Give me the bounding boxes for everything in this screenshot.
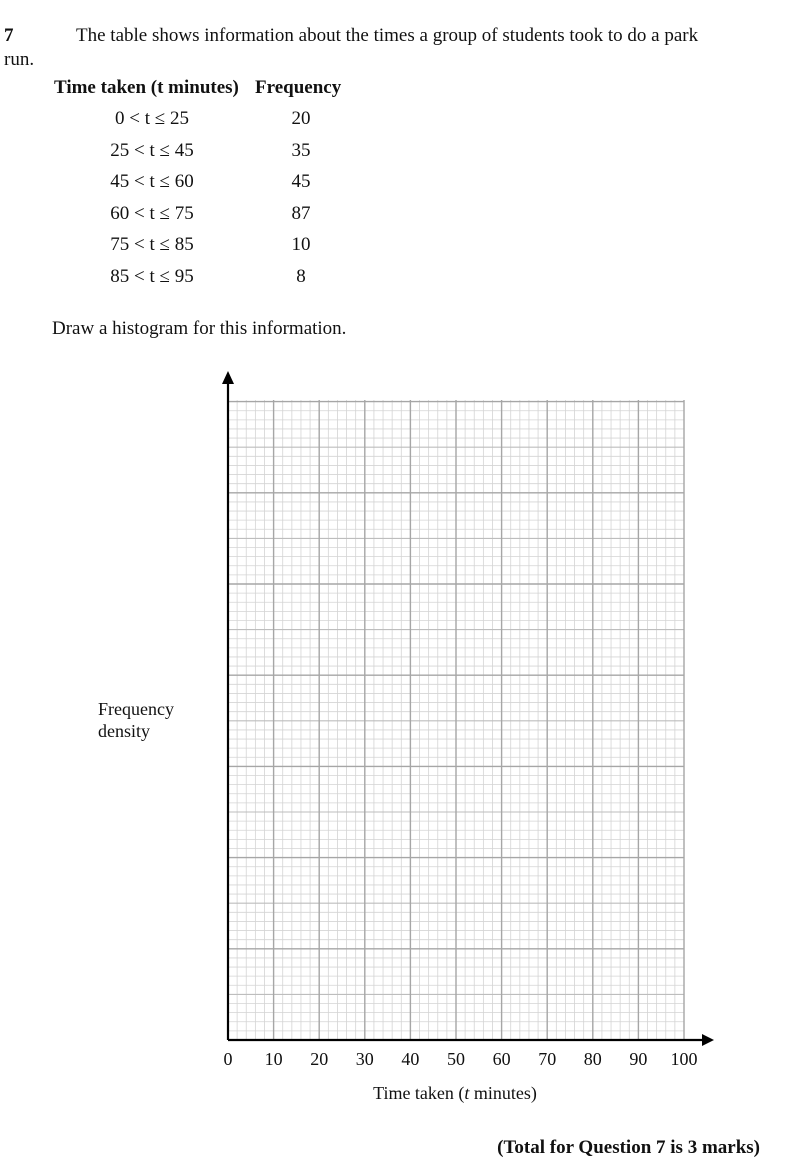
x-axis-label: Time taken (t minutes) bbox=[373, 1083, 537, 1103]
table-row-interval: 25 < t ≤ 45 bbox=[110, 140, 194, 161]
table-header-frequency: Frequency bbox=[255, 77, 342, 98]
x-tick-label: 20 bbox=[310, 1049, 329, 1069]
table-row-interval: 75 < t ≤ 85 bbox=[110, 234, 194, 255]
x-tick-label: 30 bbox=[355, 1049, 374, 1069]
table-row-frequency: 20 bbox=[291, 108, 311, 129]
instruction-text: Draw a histogram for this information. bbox=[52, 318, 347, 339]
y-axis-arrow-icon bbox=[222, 371, 234, 384]
table-row-interval: 0 < t ≤ 25 bbox=[115, 108, 189, 129]
x-tick-label: 10 bbox=[264, 1049, 283, 1069]
x-tick-label: 50 bbox=[447, 1049, 465, 1069]
x-tick-label: 80 bbox=[583, 1049, 602, 1069]
table-row-frequency: 8 bbox=[296, 266, 306, 287]
table-row-interval: 85 < t ≤ 95 bbox=[110, 266, 194, 287]
question-total-marks: (Total for Question 7 is 3 marks) bbox=[497, 1137, 760, 1158]
x-tick-label: 60 bbox=[492, 1049, 511, 1069]
x-axis-arrow-icon bbox=[702, 1034, 714, 1046]
y-axis-label-line-2: density bbox=[98, 721, 150, 741]
question-text-line-1: The table shows information about the times a group of students took to do a park bbox=[76, 25, 699, 46]
x-tick-label: 40 bbox=[401, 1049, 420, 1069]
x-tick-label: 0 bbox=[223, 1049, 233, 1069]
x-tick-label: 70 bbox=[538, 1049, 557, 1069]
table-row-frequency: 87 bbox=[291, 203, 311, 224]
table-row-interval: 45 < t ≤ 60 bbox=[110, 171, 194, 192]
table-header-time: Time taken (t minutes) bbox=[54, 77, 239, 98]
table-row-interval: 60 < t ≤ 75 bbox=[110, 203, 194, 224]
y-axis-label-line-1: Frequency bbox=[98, 699, 174, 719]
table-row-frequency: 45 bbox=[291, 171, 311, 192]
y-axis-label bbox=[98, 698, 174, 742]
table-row-frequency: 10 bbox=[291, 234, 311, 255]
question-text-line-2: run. bbox=[4, 49, 35, 70]
question-number: 7 bbox=[4, 25, 14, 46]
x-tick-label: 100 bbox=[670, 1049, 698, 1069]
table-row-frequency: 35 bbox=[291, 140, 311, 161]
x-tick-label: 90 bbox=[629, 1049, 648, 1069]
